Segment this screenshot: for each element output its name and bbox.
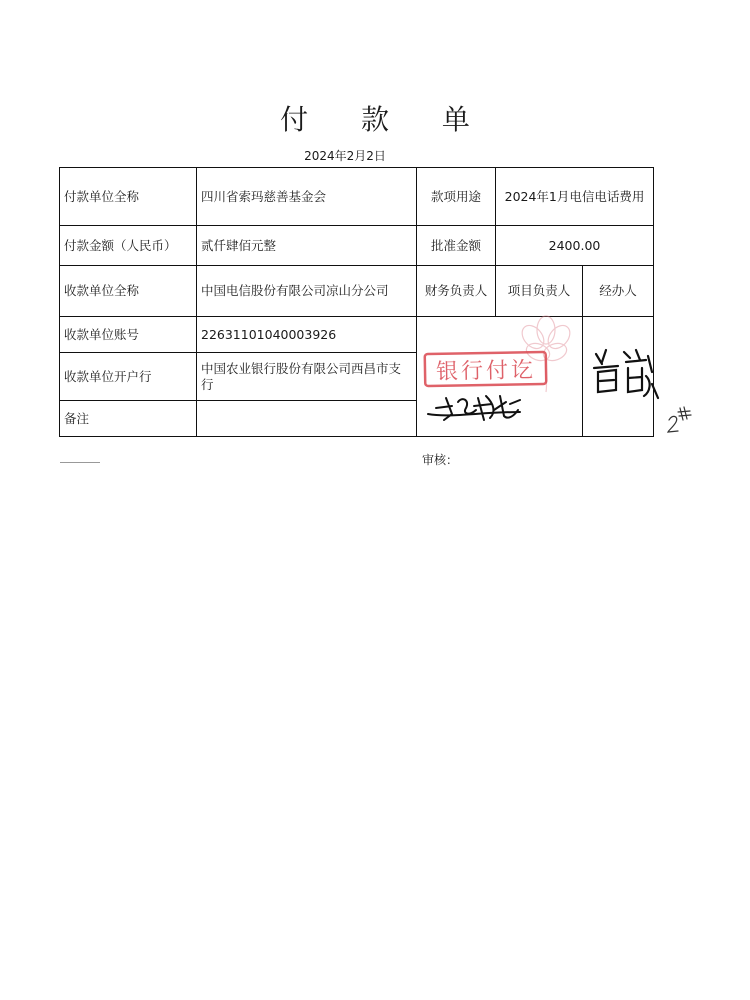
payee-value: 中国电信股份有限公司凉山分公司 — [197, 266, 417, 317]
finance-project-signature-cell — [417, 317, 583, 437]
account-label: 收款单位账号 — [60, 317, 197, 353]
finance-head-label: 财务负责人 — [417, 266, 496, 317]
stamp-text: 银行付讫 — [435, 358, 537, 385]
payee-label: 收款单位全称 — [60, 266, 197, 317]
table-row — [60, 317, 654, 353]
bank-label: 收款单位开户行 — [60, 353, 197, 401]
payment-form-table — [59, 167, 654, 437]
handler-signature-cell — [583, 317, 654, 437]
remarks-label: 备注 — [60, 401, 197, 437]
project-head-label: 项目负责人 — [496, 266, 583, 317]
approved-amount-value: 2400.00 — [496, 226, 654, 266]
audit-label: 审核： — [422, 453, 459, 467]
document-title: 付 款 单 — [280, 103, 492, 136]
amount-label: 付款金额（人民币） — [60, 226, 197, 266]
scan-mark — [60, 462, 100, 463]
amount-value: 贰仟肆佰元整 — [197, 226, 417, 266]
table-row — [60, 168, 654, 226]
approved-amount-label: 批准金额 — [417, 226, 496, 266]
bank-value: 中国农业银行股份有限公司西昌市支行 — [197, 353, 417, 401]
payer-value: 四川省索玛慈善基金会 — [197, 168, 417, 226]
remarks-value — [197, 401, 417, 437]
handwritten-page-mark — [668, 407, 691, 432]
handler-label: 经办人 — [583, 266, 654, 317]
purpose-value: 2024年1月电信电话费用 — [496, 168, 654, 226]
payer-label: 付款单位全称 — [60, 168, 197, 226]
purpose-label: 款项用途 — [417, 168, 496, 226]
table-row — [60, 266, 654, 317]
table-row — [60, 226, 654, 266]
account-value: 22631101040003926 — [197, 317, 417, 353]
document-date: 2024年2月2日 — [304, 149, 386, 163]
